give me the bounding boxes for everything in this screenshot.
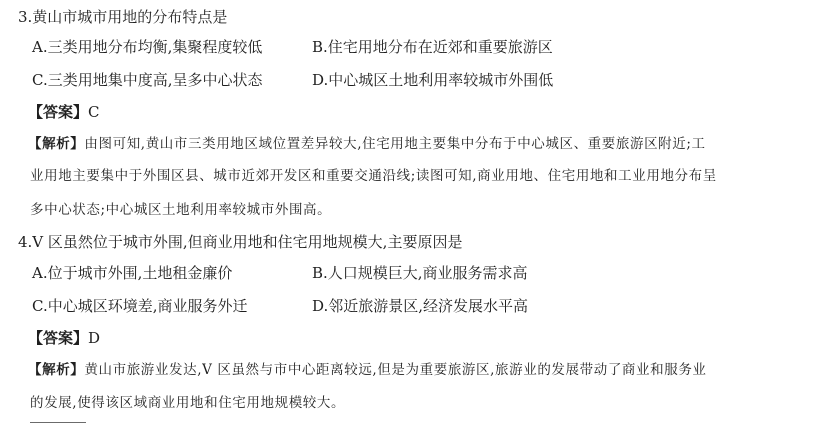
q3-answer-row <box>28 103 100 122</box>
q4-answer-row <box>28 329 100 348</box>
answer-tag: 【答案】 <box>28 103 89 121</box>
explanation-tag: 【解析】 <box>28 362 85 378</box>
q4-answer-value: D <box>88 329 101 347</box>
q3-answer-value: C <box>88 103 100 121</box>
question-4: 4.V 区虽然位于城市外围,但商业用地和住宅用地规模大,主要原因是 <box>18 233 463 251</box>
q3-option-b: B.住宅用地分布在近郊和重要旅游区 <box>312 38 553 56</box>
q3-option-a: A.三类用地分布均衡,集聚程度较低 <box>32 38 263 56</box>
q3-explanation-line-2: 业用地主要集中于外围区县、城市近郊开发区和重要交通沿线;读图可知,商业用地、住宅用地和工业用地分布呈 <box>30 168 717 184</box>
q3-explanation-text-1: 由图可知,黄山市三类用地区域位置差异较大,住宅用地主要集中分布于中心城区、重要旅游区附近;工 <box>84 136 706 152</box>
q3-option-d: D.中心城区土地利用率较城市外围低 <box>312 71 554 89</box>
q4-explanation-line-2: 的发展,使得该区域商业用地和住宅用地规模较大。 <box>30 395 346 411</box>
question-3: 3.黄山市城市用地的分布特点是 <box>18 8 228 26</box>
answer-tag: 【答案】 <box>28 329 89 347</box>
q4-option-b: B.人口规模巨大,商业服务需求高 <box>312 264 528 282</box>
explanation-tag: 【解析】 <box>28 136 85 152</box>
q3-explanation-line-1 <box>28 136 706 153</box>
q4-explanation-line-1 <box>28 362 707 379</box>
q3-explanation-line-3: 多中心状态;中心城区土地利用率较城市外围高。 <box>30 202 332 218</box>
q3-option-c: C.三类用地集中度高,呈多中心状态 <box>32 71 263 89</box>
q4-option-a: A.位于城市外围,土地租金廉价 <box>32 264 233 282</box>
q4-explanation-text-1: 黄山市旅游业发达,V 区虽然与市中心距离较远,但是为重要旅游区,旅游业的发展带动了商业和服务业 <box>84 362 707 378</box>
q4-option-c: C.中心城区环境差,商业服务外迁 <box>32 297 248 315</box>
q4-option-d: D.邻近旅游景区,经济发展水平高 <box>312 297 529 315</box>
footnote-divider <box>30 422 86 423</box>
